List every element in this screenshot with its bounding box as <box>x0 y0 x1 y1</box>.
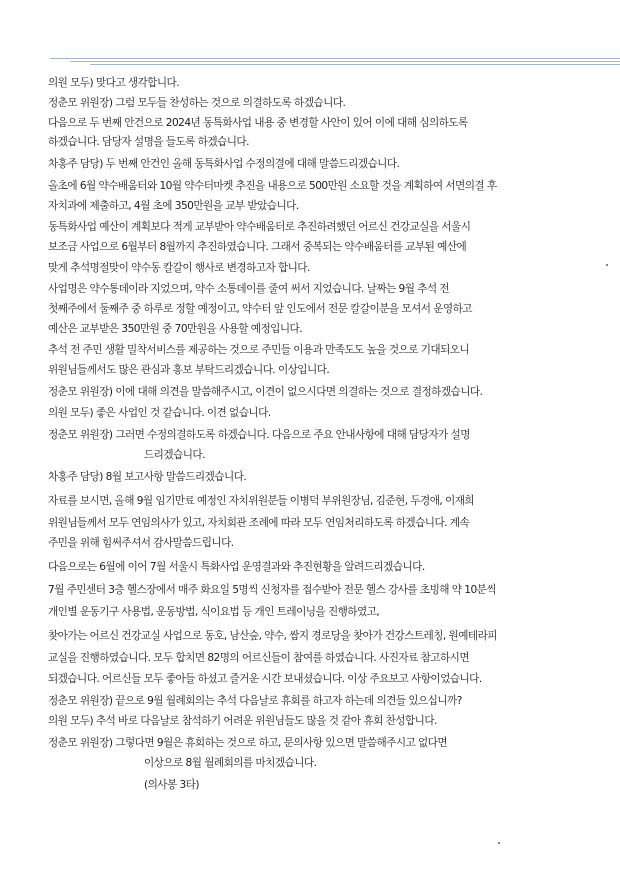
minutes-line: 정춘모 위원장) 이에 대해 의견을 말씀해주시고, 이견이 없으시다면 의결하는 것으로 결정하겠습니다. <box>48 386 483 398</box>
header-stripe-3 <box>90 64 620 65</box>
margin-dot <box>606 264 608 266</box>
minutes-line: 찾아가는 어르신 건강교실 사업으로 동호, 남산숲, 약수, 쌈지 경로당을 찾아가 건강스트레칭, 원예테라피 <box>48 630 497 642</box>
minutes-line: 동특화사업 예산이 계획보다 적게 교부받아 약수배움터로 추진하려했던 어르신 건강교실을 서울시 <box>48 221 471 233</box>
minutes-line: 추석 전 주민 생활 밀착서비스를 제공하는 것으로 주민들 이용과 만족도도 높을 것으로 기대되오니 <box>48 344 470 356</box>
minutes-line: 첫째주에서 둘째주 중 하루로 정할 예정이고, 약수터 앞 인도에서 전문 칼갈이분을 모셔서 운영하고 <box>48 303 472 315</box>
minutes-line: 의원 모두) 좋은 사업인 것 같습니다. 이견 없습니다. <box>48 407 271 419</box>
minutes-line: 자료를 보시면, 올해 9월 임기만료 예정인 자치위원분들 이병덕 부위원장님, 김준현, 두경애, 이재희 <box>48 495 475 507</box>
minutes-line: 예산은 교부받은 350만원 중 70만원을 사용할 예정입니다. <box>48 323 303 335</box>
minutes-line: 드리겠습니다. <box>144 449 205 461</box>
margin-dot <box>498 842 500 844</box>
minutes-line: 맞게 추석명절맞이 약수동 칼갈이 행사로 변경하고자 합니다. <box>48 262 310 274</box>
minutes-line: 이상으로 8월 월례회의를 마치겠습니다. <box>144 757 317 769</box>
minutes-line: 의원 모두) 맞다고 생각합니다. <box>48 77 180 89</box>
minutes-line: 올초에 6월 약수배움터와 10월 약수터마켓 추진을 내용으로 500만원 소요할 것을 계획하여 서면의결 후 <box>48 180 497 192</box>
minutes-line: (의사봉 3타) <box>144 779 199 791</box>
minutes-line: 정춘모 위원장) 끝으로 9월 월례회의는 추석 다음날로 휴회를 하고자 하는데 의견들 있으십니까? <box>48 695 462 707</box>
minutes-line: 개인별 운동기구 사용법, 운동방법, 식이요법 등 개인 트레이닝을 진행하였고, <box>48 606 380 618</box>
header-stripe-2 <box>70 61 620 62</box>
minutes-line: 위원님들께서 모두 연임의사가 있고, 자치회관 조례에 따라 모두 연임처리하도록 하겠습니다. 계속 <box>48 517 470 529</box>
minutes-line: 차홍주 담당) 두 번째 안건인 올해 동특화사업 수정의결에 대해 말씀드리겠습니다. <box>48 158 400 170</box>
minutes-line: 보조금 사업으로 6월부터 8월까지 추진하였습니다. 그래서 중복되는 약수배움터를 교부된 예산에 <box>48 241 467 253</box>
minutes-line: 하겠습니다. 담당자 설명을 들도록 하겠습니다. <box>48 136 249 148</box>
minutes-line: 의원 모두) 추석 바로 다음날로 참석하기 어려운 위원님들도 많을 것 같아 휴회 찬성합니다. <box>48 715 437 727</box>
header-stripe-1 <box>50 58 620 59</box>
minutes-line: 다음으로 두 번째 안건으로 2024년 동특화사업 내용 중 변경할 사안이 있어 이에 대해 심의하도록 <box>48 117 468 129</box>
minutes-line: 7월 주민센터 3층 헬스장에서 매주 화요일 5명씩 신청자를 접수받아 전문 헬스 강사를 초빙해 약 10분씩 <box>48 584 497 596</box>
minutes-line: 정춘모 위원장) 그렇다면 9월은 휴회하는 것으로 하고, 문의사항 있으면 말씀해주시고 없다면 <box>48 737 448 749</box>
minutes-line: 사업명은 약수통데이라 지었으며, 약수 소통데이를 줄여 써서 지었습니다. 날짜는 9월 추석 전 <box>48 283 450 295</box>
minutes-line: 다음으로는 6월에 이어 7월 서울시 특화사업 운영결과와 추진현황을 알려드리겠습니다. <box>48 561 425 573</box>
minutes-line: 되겠습니다. 어르신들 모두 좋아들 하셨고 즐거운 시간 보내셨습니다. 이상 주요보고 사항이었습니다. <box>48 673 482 685</box>
minutes-line: 위원님들께서도 많은 관심과 홍보 부탁드리겠습니다. 이상입니다. <box>48 364 330 376</box>
minutes-line: 차홍주 담당) 8월 보고사항 말씀드리겠습니다. <box>48 471 247 483</box>
minutes-line: 정춘모 위원장) 그럼 모두들 찬성하는 것으로 의결하도록 하겠습니다. <box>48 97 346 109</box>
minutes-line: 주민을 위해 힘써주셔서 감사말씀드립니다. <box>48 537 234 549</box>
minutes-line: 정춘모 위원장) 그러면 수정의결하도록 하겠습니다. 다음으로 주요 안내사항에 대해 담당자가 설명 <box>48 429 470 441</box>
minutes-line: 자치과에 제출하고, 4월 초에 350만원을 교부 받았습니다. <box>48 200 299 212</box>
minutes-line: 교실을 진행하였습니다. 모두 합치면 82명의 어르신들이 참여를 하였습니다. 사진자료 참고하시면 <box>48 652 470 664</box>
